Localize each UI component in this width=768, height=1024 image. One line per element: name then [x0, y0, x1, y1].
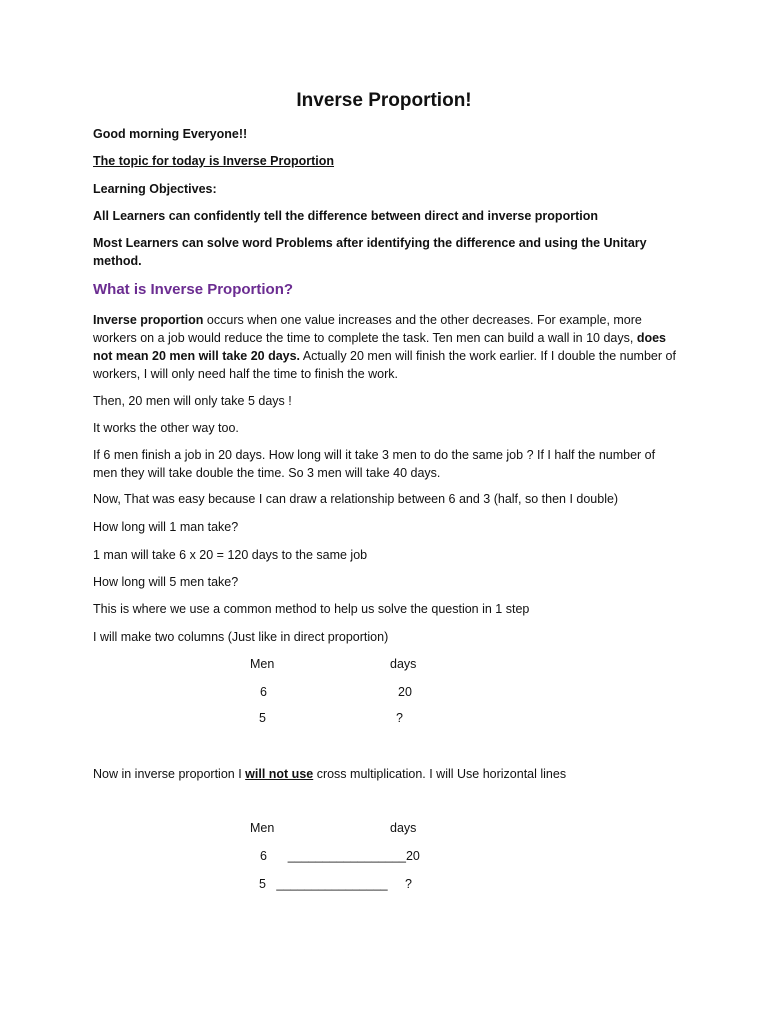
table1-header-days: days	[390, 657, 417, 671]
table1-row1-men: 6	[260, 685, 267, 699]
paragraph-then: Then, 20 men will only take 5 days !	[93, 394, 292, 408]
table2-row2: 5 ________________ ?	[259, 877, 412, 891]
intro-text-a: occurs when one value increases and the other decreases. For example, more workers on a job would reduce the time to complete the task. Ten men can build a wall in 10 days,	[93, 313, 642, 345]
paragraph-five-men: How long will 5 men take?	[93, 575, 239, 589]
cross-after: cross multiplication. I will Use horizontal lines	[313, 767, 567, 781]
paragraph-six-men: If 6 men finish a job in 20 days. How long will it take 3 men to do the same job ? If I half the number of men they will take double the time. So 3 men will take 40 days.	[93, 448, 656, 480]
objective-1: All Learners can confidently tell the difference between direct and inverse proportion	[93, 209, 598, 223]
table2-header-men: Men	[250, 821, 275, 835]
paragraph-easy: Now, That was easy because I can draw a relationship between 6 and 3 (half, so then I double)	[93, 492, 619, 506]
paragraph-cross-multiplication	[93, 765, 566, 783]
table2-row1: 6 _________________20	[260, 849, 420, 863]
intro-paragraph	[93, 311, 678, 383]
table1-row1-days: 20	[398, 685, 412, 699]
section-heading: What is Inverse Proportion?	[93, 281, 294, 298]
paragraph-one-man: How long will 1 man take?	[93, 520, 239, 534]
greeting: Good morning Everyone!!	[93, 127, 248, 141]
cross-before: Now in inverse proportion I	[93, 767, 246, 781]
intro-term: Inverse proportion	[93, 313, 204, 327]
table1-row2-men: 5	[259, 711, 266, 725]
objectives-label: Learning Objectives:	[93, 182, 217, 196]
intro-text-b: Actually 20 men will finish the work earlier. If I double the number of workers, I will only need half the time to finish the work.	[93, 349, 676, 381]
topic-line: The topic for today is Inverse Proportion	[93, 154, 335, 168]
paragraph-common-method: This is where we use a common method to help us solve the question in 1 step	[93, 602, 530, 616]
page-title: Inverse Proportion!	[296, 90, 472, 111]
table1-header-men: Men	[250, 657, 275, 671]
table1-row2-days: ?	[396, 711, 403, 725]
paragraph-one-man-answer: 1 man will take 6 x 20 = 120 days to the same job	[93, 548, 368, 562]
paragraph-other-way: It works the other way too.	[93, 421, 239, 435]
paragraph-two-columns: I will make two columns (Just like in direct proportion)	[93, 630, 389, 644]
intro-bold-a: does not mean 20 men will take 20 days.	[93, 331, 667, 363]
objective-2: Most Learners can solve word Problems after identifying the difference and using the Unitary method.	[93, 236, 647, 268]
cross-emphasis: will not use	[245, 767, 314, 781]
table2-header-days: days	[390, 821, 417, 835]
